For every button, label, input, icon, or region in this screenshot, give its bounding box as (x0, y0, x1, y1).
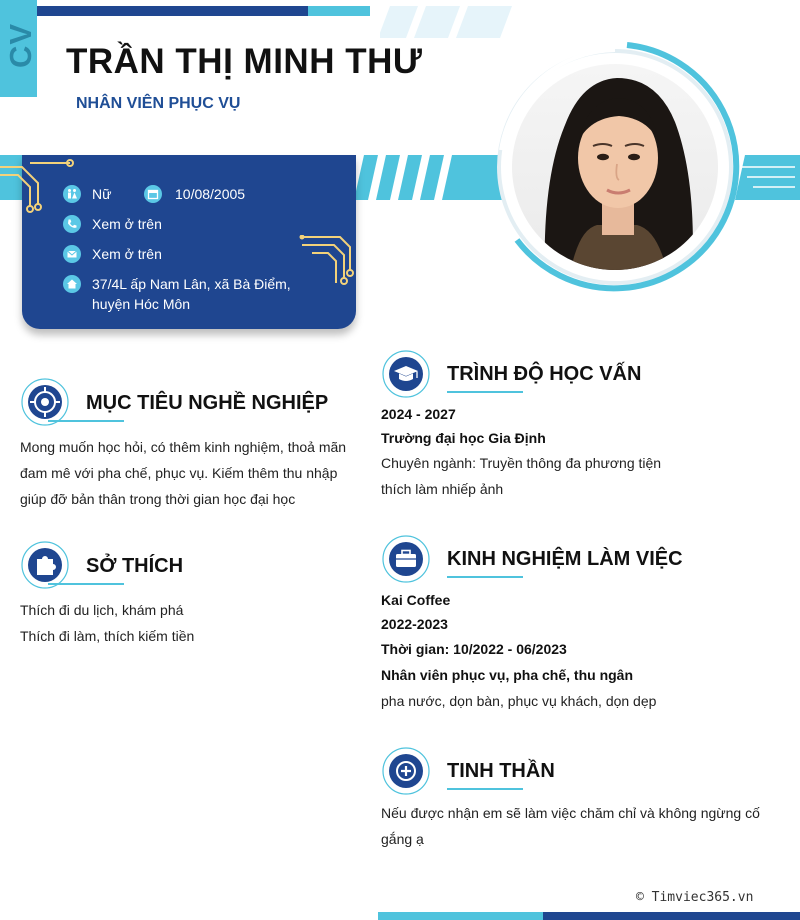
education-title: TRÌNH ĐỘ HỌC VẤN (447, 363, 642, 385)
spirit-line: Nếu được nhận em sẽ làm việc chăm chỉ và không ngừng cố (381, 805, 760, 821)
profile-photo (487, 30, 753, 296)
email-icon (63, 245, 81, 263)
objective-line: đam mê với pha chế, phục vụ. Kiếm thêm thu nhập (20, 465, 338, 481)
gender-value: Nữ (92, 186, 112, 202)
candidate-name: TRẦN THỊ MINH THƯ (66, 42, 423, 81)
cv-tab (0, 0, 37, 97)
education-period: 2024 - 2027 (381, 406, 456, 422)
phone-icon (63, 215, 81, 233)
objective-line: giúp đỡ bản thân trong thời gian học đại học (20, 491, 296, 507)
gender-icon (63, 185, 81, 203)
address-value (92, 274, 291, 314)
email-value: Xem ở trên (92, 246, 162, 262)
hobbies-underline (48, 583, 124, 585)
education-underline (447, 391, 523, 393)
spirit-title: TINH THẦN (447, 760, 555, 782)
birthday-row (144, 184, 245, 204)
experience-duties: pha nước, dọn bàn, phục vụ khách, dọn dẹp (381, 693, 657, 709)
hobbies-text (20, 597, 350, 649)
phone-value: Xem ở trên (92, 216, 162, 232)
cv-label: CV (3, 22, 38, 68)
objective-underline (48, 420, 124, 422)
objective-text (20, 434, 350, 512)
top-bar-light (308, 6, 370, 16)
experience-time: Thời gian: 10/2022 - 06/2023 (381, 641, 567, 657)
email-row (63, 244, 162, 264)
education-school: Trường đại học Gia Định (381, 430, 546, 446)
gender-row (63, 184, 111, 204)
hobby-line: Thích đi làm, thích kiếm tiền (20, 628, 195, 644)
education-major: Chuyên ngành: Truyền thông đa phương tiện (381, 455, 662, 471)
hobby-line: Thích đi du lịch, khám phá (20, 602, 184, 618)
calendar-icon (144, 185, 162, 203)
job-title: NHÂN VIÊN PHỤC VỤ (76, 95, 241, 112)
circuit-decoration-right (298, 235, 360, 290)
experience-details (381, 588, 781, 714)
education-note: thích làm nhiếp ảnh (381, 481, 504, 497)
experience-role: Nhân viên phục vụ, pha chế, thu ngân (381, 667, 634, 683)
home-icon (63, 275, 81, 293)
spirit-underline (447, 788, 523, 790)
objective-line: Mong muốn học hỏi, có thêm kinh nghiệm, thoả mãn (20, 439, 347, 455)
experience-years: 2022-2023 (381, 616, 448, 632)
graduation-cap-icon (381, 349, 431, 399)
birthday-value: 10/08/2005 (175, 186, 246, 202)
address-line-2: huyện Hóc Môn (92, 296, 191, 312)
plus-circle-icon (381, 746, 431, 796)
hobbies-title: SỞ THÍCH (86, 555, 184, 577)
address-line-1: 37/4L ấp Nam Lân, xã Bà Điểm, (92, 276, 291, 292)
address-row (63, 274, 291, 314)
briefcase-icon (381, 534, 431, 584)
bottom-bar-light (378, 912, 543, 920)
phone-row (63, 214, 162, 234)
experience-title: KINH NGHIỆM LÀM VIỆC (447, 548, 683, 570)
education-details (381, 402, 781, 502)
spirit-text (381, 800, 781, 852)
experience-company: Kai Coffee (381, 592, 451, 608)
spirit-line: gắng ạ (381, 831, 424, 847)
top-bar-dark (37, 6, 308, 16)
copyright-text: © Timviec365.vn (636, 890, 754, 905)
bottom-bar-dark (543, 912, 800, 920)
personal-info-card (22, 155, 356, 329)
experience-underline (447, 576, 523, 578)
objective-title: MỤC TIÊU NGHỀ NGHIỆP (86, 392, 329, 414)
